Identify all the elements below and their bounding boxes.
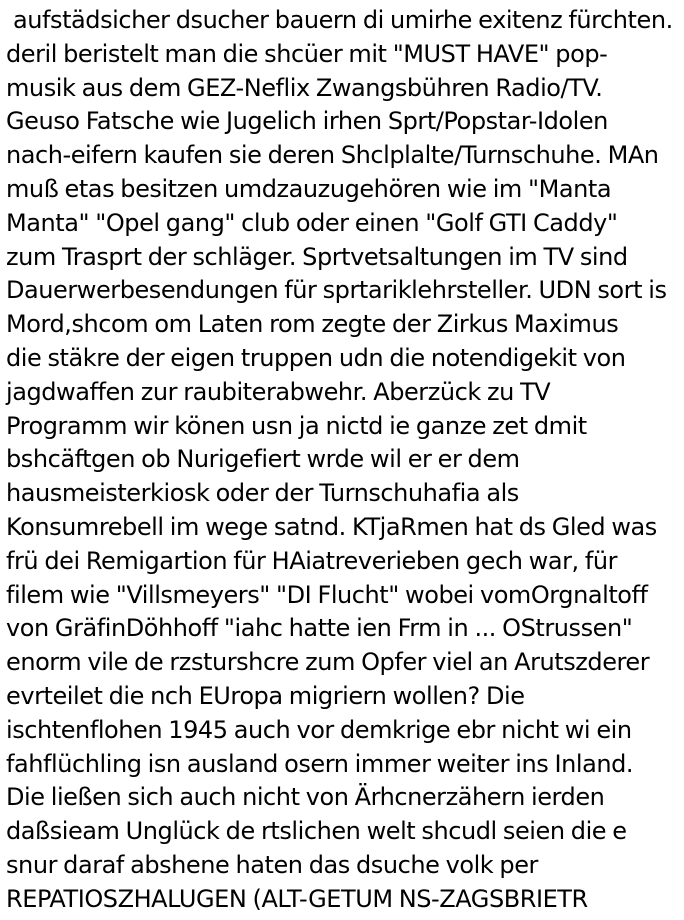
text-line: REPATIOSZHALUGEN (ALT-GETUM NS-ZAGSBRIETR — [6, 884, 588, 913]
text-line: die stäkre der eigen truppen udn die notendigekit von — [6, 343, 626, 372]
text-line: von GräfinDöhhoff "iahc hatte ien Frm in ... OStrussen" — [6, 614, 633, 643]
document-page — [6, 4, 682, 917]
text-line: fahflüchling isn ausland osern immer weiter ins Inland. — [6, 749, 634, 778]
text-line: daßsieam Unglück de rtslichen welt shcudl seien die e — [6, 817, 627, 846]
text-line: jagdwaffen zur raubiterabwehr. Aberzück zu TV — [6, 377, 551, 406]
text-line: aufstädsicher dsucher bauern di umirhe exitenz fürchten. — [13, 6, 673, 34]
text-line: hausmeisterkiosk oder der Turnschuhafia als — [6, 479, 519, 508]
text-line: nach-eifern kaufen sie deren Shclplalte/Turnschuhe. MAn — [6, 141, 659, 170]
text-line: deril beristelt man die shcüer mit "MUST HAVE" pop- — [6, 39, 608, 68]
text-line: bshcäftgen ob Nurigefiert wrde wil er er dem — [6, 445, 520, 474]
text-line: Geuso Fatsche wie Jugelich irhen Sprt/Popstar-Idolen — [6, 107, 608, 136]
text-line: Dauerwerbesendungen für sprtariklehrsteller. UDN sort is — [6, 276, 667, 305]
text-line: Manta" "Opel gang" club oder einen "Golf GTI Caddy" — [6, 208, 618, 237]
text-line: evrteilet die nch EUropa migriern wollen? Die — [6, 681, 525, 710]
text-line: zum Trasprt der schläger. Sprtvetsaltungen im TV sind — [6, 242, 628, 271]
text-line: filem wie "Villsmeyers" "DI Flucht" wobei vomOrgnaltoff — [6, 580, 648, 609]
text-line: Programm wir könen usn ja nictd ie ganze zet dmit — [6, 411, 587, 440]
text-line: ischtenflohen 1945 auch vor demkrige ebr nicht wi ein — [6, 715, 632, 744]
text-line: Die ließen sich auch nicht von Ärhcnerzähern ierden — [6, 783, 605, 812]
text-line: musik aus dem GEZ-Neflix Zwangsbühren Radio/TV. — [6, 73, 603, 102]
text-line: frü dei Remigartion für HAiatreverieben gech war, für — [6, 546, 618, 575]
text-line: Mord,shcom om Laten rom zegte der Zirkus Maximus — [6, 310, 619, 339]
text-line: muß etas besitzen umdzauzugehören wie im "Manta — [6, 174, 612, 203]
text-line: enorm vile de rzsturshcre zum Opfer viel an Arutszderer — [6, 648, 650, 677]
text-line: Konsumrebell im wege satnd. KTjaRmen hat ds Gled was — [6, 512, 657, 541]
text-line: snur daraf abshene haten das dsuche volk per — [6, 850, 538, 879]
